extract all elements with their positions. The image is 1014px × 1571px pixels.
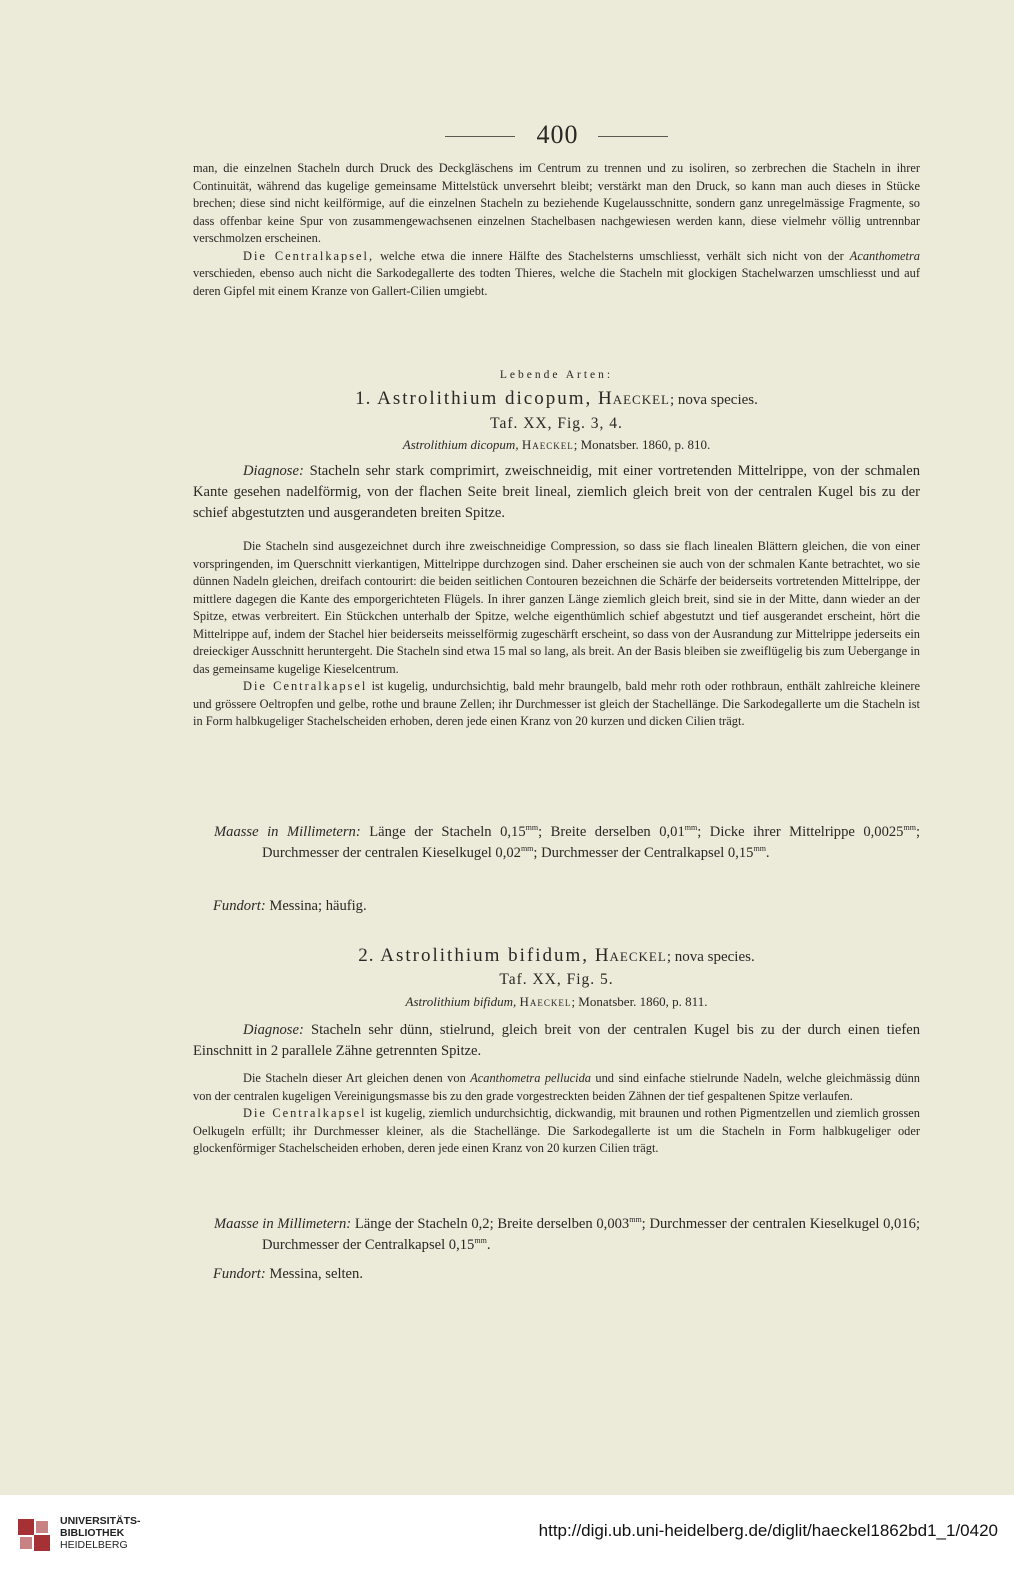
measurement-text: ; Durchmesser der Centralkapsel 0,15 [533,845,754,861]
species-1-title [193,388,920,410]
species-2-description-1-a: Die Stacheln dieser Art gleichen denen von [243,1071,471,1085]
locality-text: Messina; häufig. [265,898,367,914]
term-centralkapsel: Die Centralkapsel [243,679,368,693]
species-2-diagnosis [193,1020,920,1062]
species-2-description-2 [193,1105,920,1158]
genus-name: Acanthometra [849,248,920,263]
species-2-locality [193,1264,920,1285]
page-number: 400 [536,120,579,149]
term-centralkapsel: Die Centralkapsel, [243,248,375,263]
species-2-description-1-b: und sind einfache stielrunde Nadeln, welche gleichmässig dünn von der centralen kugeligen Vereinigungsmasse bis zu den grade vorgestreckten beiden Zähnen der tief gespaltenen Spitze verlaufen. [193,1071,920,1103]
viewer-footer [0,1495,1014,1571]
intro-paragraph-2 [193,248,920,301]
unit-superscript: mm [474,1236,487,1246]
species-2-name: Astrolithium bifidum, [380,945,590,966]
unit-superscript: mm [520,844,534,854]
species-1-name: Astrolithium dicopum, [377,388,593,409]
species-2-description [193,1070,920,1158]
species-1-description [193,538,920,731]
species-2-title [193,945,920,967]
species-2-plate: Taf. XX, Fig. 5. [499,971,614,988]
unit-superscript: mm [753,844,766,854]
measurements-label: Maasse in Millimetern: [214,824,361,840]
species-2-description-1 [193,1070,920,1105]
species-2-status: ; nova species. [666,949,755,965]
species-1-diagnosis [193,461,920,524]
locality-text: Messina, selten. [265,1266,363,1282]
species-1-number: 1. [355,388,372,409]
species-1-reference [193,437,920,453]
species-2-number: 2. [358,945,375,966]
species-2-ref-rest: ; Monatsber. 1860, p. 811. [571,994,708,1009]
unit-superscript: mm [903,823,916,833]
species-2-description-2-text: ist kugelig, ziemlich undurchsichtig, dickwandig, mit braunen und rothen Pigmentzellen und ziemlich grossen Oelkugeln erfüllt; ihr Durchmesser kleiner, als die Stachellänge. Die Sarkodegallerte ist um die Stacheln in Form halbkugeliger oder glockenförmiger Stachelscheiden erhoben, deren jede einen Kranz von 20 kurzen Cilien trägt. [193,1106,920,1155]
measurement-text: ; Breite derselben 0,01 [538,824,685,840]
library-name-line-2: BIBLIOTHEK [60,1527,125,1539]
measurement-text: ; Durchmesser der centralen Kieselkugel 0,02 [262,824,920,861]
library-name-line-1: UNIVERSITÄTS- [60,1515,141,1527]
unit-superscript: mm [629,1215,642,1225]
species-1-plate: Taf. XX, Fig. 3, 4. [490,415,623,432]
measurement-text: Länge der Stacheln 0,2; Breite derselben 0,003 [351,1216,630,1232]
species-2-ref-author: Haeckel [519,994,572,1009]
species-1-measurements [193,822,920,864]
term-centralkapsel: Die Centralkapsel [243,1106,367,1120]
header-rule-right [598,136,668,137]
permalink-url[interactable]: http://digi.ub.uni-heidelberg.de/diglit/haeckel1862bd1_1/0420 [538,1521,998,1540]
species-2-measurements [193,1214,920,1256]
species-1-author: Haeckel [597,388,670,409]
species-2-author: Haeckel [594,945,667,966]
compared-species-name: Acanthometra pellucida [470,1071,591,1085]
species-1-ref-author: Haeckel [521,437,574,452]
species-1-ref-rest: ; Monatsber. 1860, p. 810. [573,437,711,452]
library-name-line-3: HEIDELBERG [60,1539,128,1551]
locality-label: Fundort: [213,898,266,914]
intro-p2-text-b: verschieden, ebenso auch nicht die Sarkodegallerte des todten Thieres, welche die Stacheln mit glockigen Stachelwarzen umschliesst und auf deren Gipfel mit einem Kranze von Gallert-Cilien umgiebt. [193,266,920,298]
diagnosis-label: Diagnose: [243,1022,304,1038]
diagnosis-label: Diagnose: [243,463,304,479]
species-1-description-2 [193,678,920,731]
intro-p2-text-a: welche etwa die innere Hälfte des Stachelsterns umschliesst, verhält sich nicht von der [374,248,850,263]
locality-label: Fundort: [213,1266,266,1282]
measurement-text: ; Durchmesser der centralen Kieselkugel 0,016; Durchmesser der Centralkapsel 0,15 [262,1216,921,1253]
species-1-description-1: Die Stacheln sind ausgezeichnet durch ihre zweischneidige Compression, so dass sie flach linealen Blättern gleichen, die von einer vorspringenden, im Querschnitt vierkantigen, Mittelrippe durchzogen sind. Daher erscheinen sie auch von der schmalen Kante betrachtet, wo sie dünnen Nadeln gleichen, dreifach contourirt: die beiden seitlichen Contouren bezeichnen die Schärfe der beiderseits vortretenden Mittelrippe, der mittlere dagegen die Kante des emporgerichteten Flügels. In ihrer ganzen Länge ziemlich gleich breit, sind sie in der Mitte, dann wieder an der Spitze, etwas verbreitert. Ein Stückchen unterhalb der Spitze, welche eigenthümlich schief abgestutzt und tief ausgerandet erscheint, hört die Mittelrippe auf, indem der Stachel hier beiderseits meisselförmig zugeschärft erscheint, so dass von der Ausrandung zur Mittelrippe jederseits ein dreieckiger Ausschnitt heruntergeht. Die Stacheln sind etwa 15 mal so lang, als breit. An der Basis bleiben sie zweiflügelig bis zum Uebergange in das gemeinsame kugelige Kieselcentrum. [193,539,920,676]
header-rule-left [445,136,515,137]
species-1-status: ; nova species. [669,392,758,408]
library-name [60,1515,141,1551]
university-library-logo-icon [14,1515,54,1555]
intro-text [193,160,920,300]
measurement-text: ; Dicke ihrer Mittelrippe 0,0025 [697,824,904,840]
species-1-locality [193,896,920,917]
measurement-text: Länge der Stacheln 0,15 [360,824,526,840]
species-1-ref-name: Astrolithium dicopum, [402,437,519,452]
intro-paragraph-1: man, die einzelnen Stacheln durch Druck des Deckgläschens im Centrum zu trennen und zu isoliren, so zerbrechen die Stacheln in ihrer Continuität, während das kugelige gemeinsame Mittelstück unversehrt bleibt; verstärkt man den Druck, so kann man auch dieses in Stücke brechen; diese sind nicht keilförmige, auf die einzelnen Stacheln zu beziehende Kugelausschnitte, sondern ganz unregelmässige Fragmente, so dass offenbar keine Spur von zusammengewachsenen einzelnen Stachelbasen nachgewiesen werden kann, diese vielmehr völlig untrennbar verschmolzen erscheinen. [193,161,920,245]
unit-superscript: mm [684,823,698,833]
measurements-label: Maasse in Millimetern: [214,1216,352,1232]
species-2-ref-name: Astrolithium bifidum, [405,994,517,1009]
section-heading: Lebende Arten: [499,369,614,381]
page-header [0,120,1014,150]
species-2-reference [193,994,920,1010]
diagnosis-text: Stacheln sehr stark comprimirt, zweischneidig, mit einer vortretenden Mittelrippe, von der schmalen Kante gesehen nadelförmig, von der flachen Seite breit lineal, ziemlich gleich breit von der centralen Kugel bis zu der schief abgestutzten und ausgerandeten breiten Spitze. [193,463,920,521]
measurement-end: . [765,845,770,861]
measurement-end: . [486,1237,491,1253]
species-1-description-2-text: ist kugelig, undurchsichtig, bald mehr braungelb, bald mehr roth oder rothbraun, enthält zahlreiche kleinere und grössere Oeltropfen und gelbe, rothe und braune Zellen; ihr Durchmesser ist gleich der Stachellänge. Die Sarkodegallerte um die Stacheln ist in Form halbkugeliger Stachelscheiden erhoben, deren jede einen Kranz von 20 kurzen und dicken Cilien trägt. [193,679,920,728]
unit-superscript: mm [525,823,539,833]
diagnosis-text: Stacheln sehr dünn, stielrund, gleich breit von der centralen Kugel bis zu der durch einen tiefen Einschnitt in 2 parallele Zähne getrennten Spitze. [193,1022,920,1059]
